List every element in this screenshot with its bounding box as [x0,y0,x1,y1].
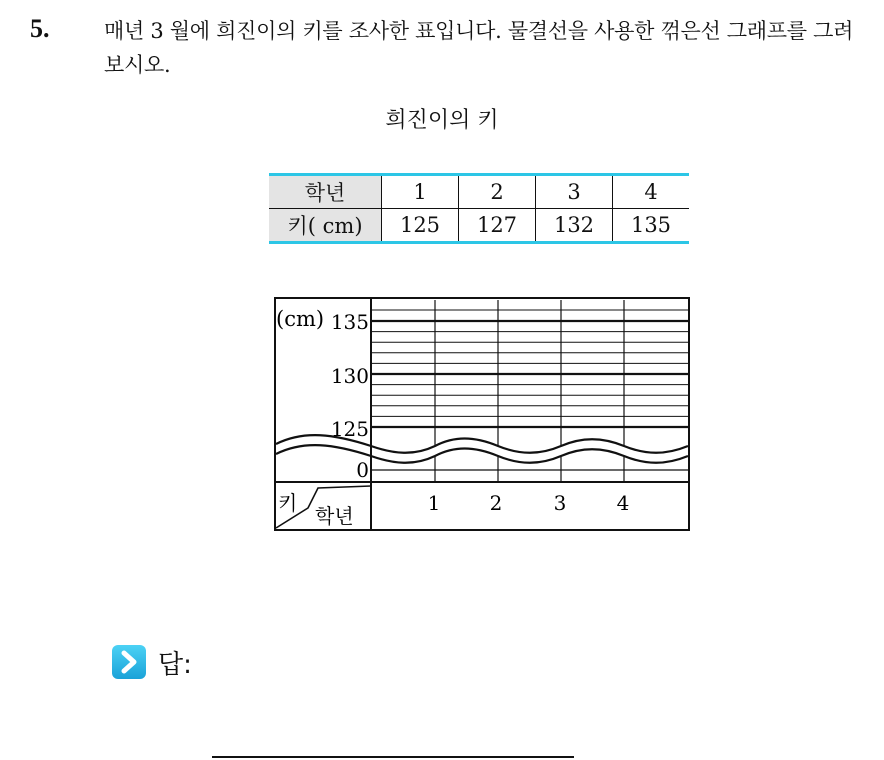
y-tick-label: 135 [330,310,369,334]
height-table [269,173,689,244]
answer-chevron-icon [112,645,146,679]
y-tick-label: 0 [356,458,369,482]
height-cell: 127 [459,209,536,243]
corner-x-label: 학년 [315,504,354,528]
grade-cell: 3 [536,175,613,209]
question-text: 매년 3 월에 희진이의 키를 조사한 표입니다. 물결선을 사용한 꺾은선 그래프를 그려 보시오. [104,19,854,77]
answer-label: 답: [158,650,192,680]
grade-row [269,175,689,209]
x-tick-label: 4 [616,491,630,515]
height-cell: 132 [536,209,613,243]
height-cell: 125 [382,209,459,243]
y-tick-label: 125 [330,417,369,441]
table-title: 희진이의 키 [385,108,499,133]
x-tick-label: 2 [489,491,503,515]
answer-blank-line[interactable] [212,756,574,758]
blank-line-graph [274,296,692,534]
grade-cell: 1 [382,175,459,209]
grade-header: 학년 [269,175,382,209]
question-number: 5. [30,14,50,43]
height-header: 키( cm) [269,209,382,243]
grade-cell: 4 [613,175,690,209]
unit-label: (cm) [276,307,325,331]
x-tick-label: 3 [553,491,567,515]
y-tick-label: 130 [330,364,369,388]
height-row [269,209,689,243]
x-tick-label: 1 [427,491,441,515]
grade-cell: 2 [459,175,536,209]
height-cell: 135 [613,209,690,243]
corner-y-label: 키 [278,491,298,515]
